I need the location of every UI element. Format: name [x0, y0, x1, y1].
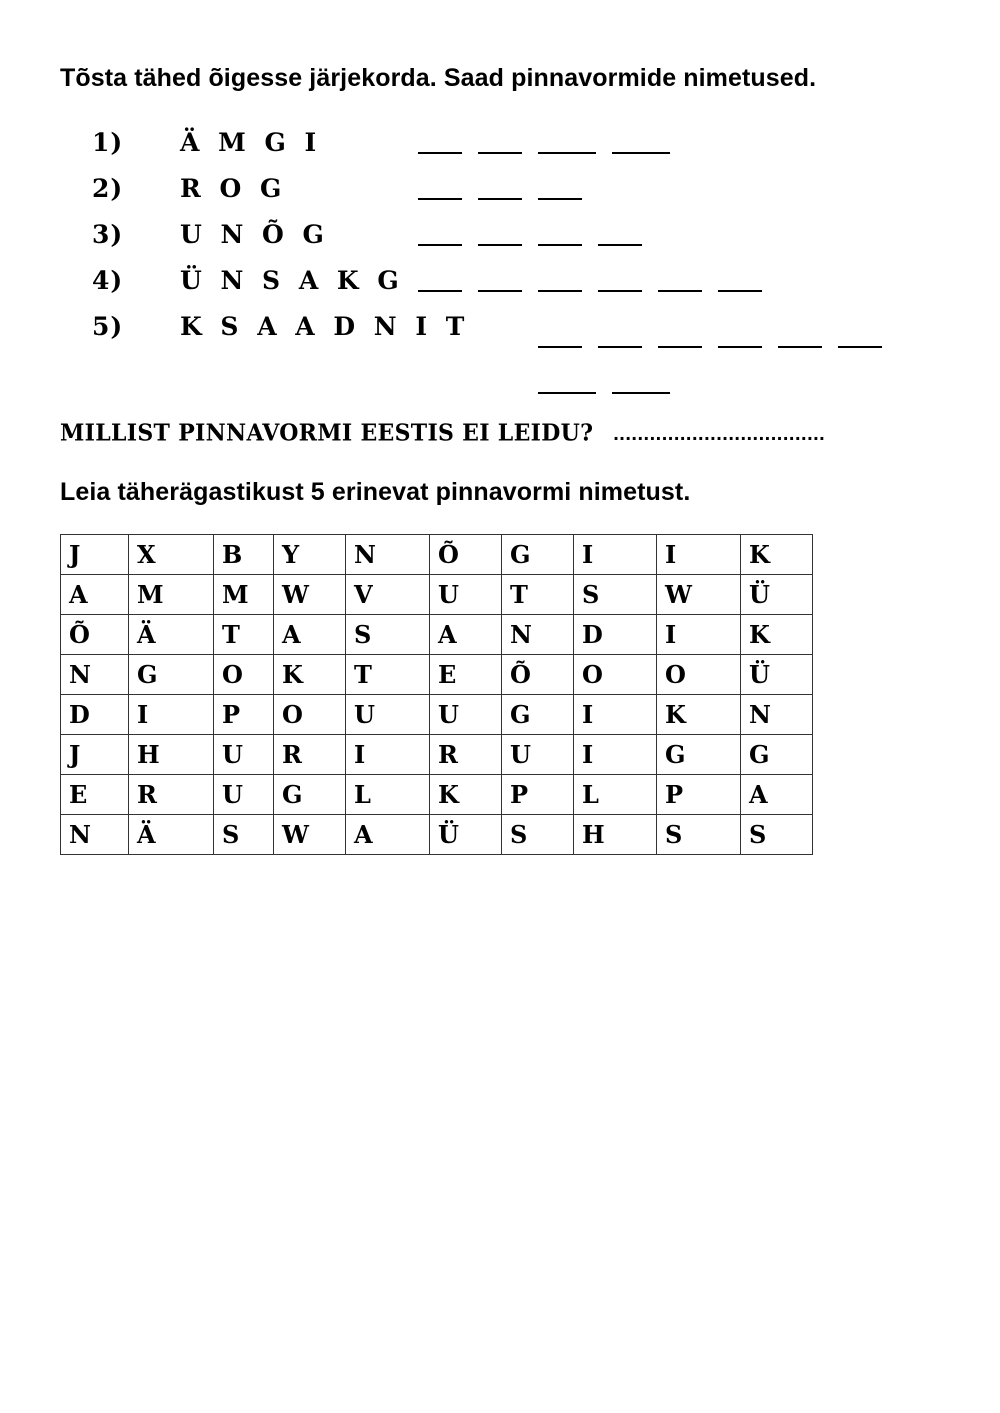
- grid-cell[interactable]: E: [430, 655, 502, 695]
- grid-cell[interactable]: G: [657, 735, 741, 775]
- puzzle-number: 2): [92, 174, 124, 203]
- grid-row: [61, 815, 813, 855]
- answer-blanks[interactable]: [418, 128, 670, 158]
- scrambled-letters: Ä M G I: [180, 128, 319, 157]
- letter-blank[interactable]: [418, 128, 462, 154]
- letter-blank[interactable]: [598, 220, 642, 246]
- answer-blanks[interactable]: [418, 266, 762, 296]
- letter-blank[interactable]: [478, 220, 522, 246]
- grid-cell[interactable]: A: [61, 575, 129, 615]
- grid-cell[interactable]: S: [346, 615, 430, 655]
- letter-blank[interactable]: [538, 322, 582, 348]
- grid-cell[interactable]: I: [657, 535, 741, 575]
- grid-cell[interactable]: T: [502, 575, 574, 615]
- puzzle-row-5: [0, 312, 1000, 352]
- scrambled-letters: U N Õ G: [180, 220, 326, 249]
- answer-blanks[interactable]: [418, 174, 582, 204]
- grid-cell[interactable]: O: [274, 695, 346, 735]
- grid-row: [61, 775, 813, 815]
- grid-cell[interactable]: Ü: [430, 815, 502, 855]
- puzzle-row-4: [0, 266, 1000, 306]
- letter-blank[interactable]: [838, 322, 882, 348]
- puzzle-row-3: [0, 220, 1000, 260]
- grid-cell[interactable]: Ü: [741, 655, 813, 695]
- puzzle-row-2: [0, 174, 1000, 214]
- grid-cell[interactable]: U: [346, 695, 430, 735]
- grid-cell[interactable]: N: [61, 655, 129, 695]
- grid-cell[interactable]: I: [657, 615, 741, 655]
- grid-cell[interactable]: I: [574, 735, 657, 775]
- grid-cell[interactable]: D: [61, 695, 129, 735]
- wordsearch-heading: Leia täherägastikust 5 erinevat pinnavormi nimetust.: [60, 478, 691, 506]
- puzzle-number: 1): [92, 128, 124, 157]
- letter-blank[interactable]: [538, 174, 582, 200]
- grid-cell[interactable]: H: [574, 815, 657, 855]
- grid-cell[interactable]: K: [741, 615, 813, 655]
- letter-blank[interactable]: [612, 368, 670, 394]
- letter-blank[interactable]: [538, 368, 596, 394]
- letter-blank[interactable]: [478, 128, 522, 154]
- grid-cell[interactable]: Ä: [129, 815, 214, 855]
- grid-cell[interactable]: S: [502, 815, 574, 855]
- grid-cell[interactable]: K: [430, 775, 502, 815]
- grid-cell[interactable]: M: [214, 575, 274, 615]
- grid-cell[interactable]: G: [502, 535, 574, 575]
- letter-blank[interactable]: [778, 322, 822, 348]
- grid-cell[interactable]: N: [61, 815, 129, 855]
- grid-cell[interactable]: A: [430, 615, 502, 655]
- scrambled-letters: Ü N S A K G: [180, 266, 401, 295]
- grid-cell[interactable]: R: [430, 735, 502, 775]
- grid-cell[interactable]: S: [214, 815, 274, 855]
- puzzle-number: 5): [92, 312, 124, 341]
- grid-cell[interactable]: O: [214, 655, 274, 695]
- grid-cell[interactable]: U: [430, 575, 502, 615]
- letter-blank[interactable]: [612, 128, 670, 154]
- letter-blank[interactable]: [538, 266, 582, 292]
- grid-cell[interactable]: Y: [274, 535, 346, 575]
- grid-cell[interactable]: H: [129, 735, 214, 775]
- scrambled-letters: R O G: [180, 174, 284, 203]
- answer-blanks[interactable]: [418, 220, 642, 250]
- grid-cell[interactable]: P: [502, 775, 574, 815]
- grid-cell[interactable]: X: [129, 535, 214, 575]
- grid-cell[interactable]: G: [129, 655, 214, 695]
- grid-cell[interactable]: S: [657, 815, 741, 855]
- grid-cell[interactable]: K: [274, 655, 346, 695]
- puzzle-row-1: [0, 128, 1000, 168]
- question-line: [60, 420, 825, 446]
- grid-cell[interactable]: A: [346, 815, 430, 855]
- grid-cell[interactable]: R: [274, 735, 346, 775]
- grid-cell[interactable]: U: [502, 735, 574, 775]
- letter-blank[interactable]: [718, 266, 762, 292]
- grid-cell[interactable]: Õ: [502, 655, 574, 695]
- grid-row: [61, 695, 813, 735]
- grid-cell[interactable]: I: [346, 735, 430, 775]
- grid-cell[interactable]: G: [741, 735, 813, 775]
- letter-blank[interactable]: [598, 266, 642, 292]
- grid-cell[interactable]: A: [274, 615, 346, 655]
- grid-cell[interactable]: I: [574, 695, 657, 735]
- grid-row: [61, 735, 813, 775]
- grid-cell[interactable]: U: [214, 735, 274, 775]
- grid-row: [61, 535, 813, 575]
- grid-cell[interactable]: A: [741, 775, 813, 815]
- grid-cell[interactable]: G: [502, 695, 574, 735]
- grid-cell[interactable]: T: [214, 615, 274, 655]
- grid-cell[interactable]: E: [61, 775, 129, 815]
- letter-blank[interactable]: [538, 220, 582, 246]
- scrambled-letters: K S A A D N I T: [180, 312, 467, 341]
- grid-cell[interactable]: S: [574, 575, 657, 615]
- grid-cell[interactable]: U: [430, 695, 502, 735]
- question-text: MILLIST PINNAVORMI EESTIS EI LEIDU?: [60, 418, 594, 448]
- grid-row: [61, 615, 813, 655]
- grid-cell[interactable]: S: [741, 815, 813, 855]
- instruction-heading: Tõsta tähed õigesse järjekorda. Saad pinnavormide nimetused.: [60, 64, 817, 92]
- letter-blank[interactable]: [478, 266, 522, 292]
- grid-cell[interactable]: J: [61, 535, 129, 575]
- grid-cell[interactable]: L: [574, 775, 657, 815]
- grid-cell[interactable]: O: [657, 655, 741, 695]
- puzzle-number: 3): [92, 220, 124, 249]
- letter-blank[interactable]: [658, 322, 702, 348]
- answer-dotted-line[interactable]: ...................................: [613, 423, 826, 445]
- grid-cell[interactable]: K: [741, 535, 813, 575]
- letter-blank[interactable]: [658, 266, 702, 292]
- grid-cell[interactable]: W: [657, 575, 741, 615]
- answer-blanks[interactable]: [538, 322, 882, 352]
- grid-cell[interactable]: D: [574, 615, 657, 655]
- grid-cell[interactable]: Õ: [61, 615, 129, 655]
- grid-cell[interactable]: Õ: [430, 535, 502, 575]
- grid-row: [61, 575, 813, 615]
- grid-cell[interactable]: U: [214, 775, 274, 815]
- letter-blank[interactable]: [478, 174, 522, 200]
- letter-blank[interactable]: [718, 322, 762, 348]
- grid-cell[interactable]: Ü: [741, 575, 813, 615]
- grid-cell[interactable]: K: [657, 695, 741, 735]
- answer-blanks-continued[interactable]: [538, 368, 670, 398]
- letter-blank[interactable]: [598, 322, 642, 348]
- grid-cell[interactable]: P: [214, 695, 274, 735]
- puzzle-number: 4): [92, 266, 124, 295]
- grid-cell[interactable]: B: [214, 535, 274, 575]
- grid-cell[interactable]: O: [574, 655, 657, 695]
- grid-cell[interactable]: M: [129, 575, 214, 615]
- grid-cell[interactable]: V: [346, 575, 430, 615]
- letter-blank[interactable]: [418, 220, 462, 246]
- letter-blank[interactable]: [418, 266, 462, 292]
- grid-cell[interactable]: G: [274, 775, 346, 815]
- letter-blank[interactable]: [418, 174, 462, 200]
- grid-cell[interactable]: L: [346, 775, 430, 815]
- grid-cell[interactable]: R: [129, 775, 214, 815]
- grid-cell[interactable]: P: [657, 775, 741, 815]
- grid-cell[interactable]: N: [346, 535, 430, 575]
- grid-cell[interactable]: T: [346, 655, 430, 695]
- grid-cell[interactable]: Ä: [129, 615, 214, 655]
- grid-cell[interactable]: W: [274, 815, 346, 855]
- grid-row: [61, 655, 813, 695]
- letter-blank[interactable]: [538, 128, 596, 154]
- grid-cell[interactable]: N: [741, 695, 813, 735]
- grid-cell[interactable]: W: [274, 575, 346, 615]
- grid-cell[interactable]: N: [502, 615, 574, 655]
- grid-cell[interactable]: I: [129, 695, 214, 735]
- grid-cell[interactable]: I: [574, 535, 657, 575]
- grid-cell[interactable]: J: [61, 735, 129, 775]
- wordsearch-grid: [60, 534, 813, 855]
